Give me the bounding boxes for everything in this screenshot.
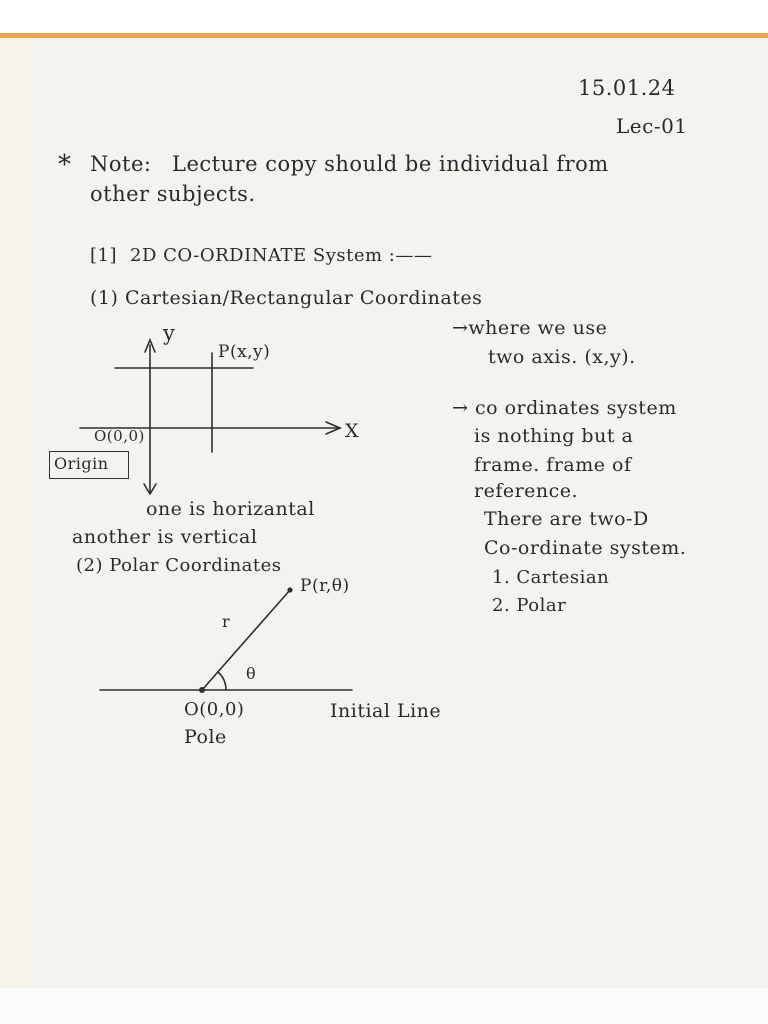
note-system-line-3: frame. frame of: [474, 454, 632, 476]
x-axis-label: X: [345, 420, 360, 442]
note-label: Note:: [90, 152, 152, 176]
note-types-line-2: Co-ordinate system.: [484, 537, 687, 559]
origin-label: Origin: [54, 454, 109, 473]
radius-label: r: [222, 612, 231, 631]
cartesian-heading: (1) Cartesian/Rectangular Coordinates: [90, 287, 483, 309]
section-marker: [1]: [90, 245, 117, 266]
theta-arc: [218, 672, 226, 690]
pole-coordinate: O(0,0): [184, 699, 245, 720]
polar-point-label: P(r,θ): [300, 576, 350, 596]
note-system-line-2: is nothing but a: [474, 425, 634, 447]
note-where-line-2: two axis. (x,y).: [488, 346, 636, 368]
theta-label: θ: [246, 664, 257, 683]
origin-coordinate: O(0,0): [94, 427, 145, 445]
cartesian-caption-2: another is vertical: [72, 526, 258, 548]
list-item-polar: 2. Polar: [492, 595, 567, 616]
note-system-line-4: reference.: [474, 480, 579, 502]
note-line-2: other subjects.: [90, 182, 256, 206]
pole-point: [199, 687, 205, 693]
polar-point: [287, 587, 292, 592]
section-title: 2D CO-ORDINATE System :——: [130, 245, 433, 266]
cartesian-point-label: P(x,y): [218, 342, 271, 362]
note-line-1: Lecture copy should be individual from: [172, 152, 609, 176]
cartesian-caption-1: one is horizantal: [146, 498, 315, 520]
pole-label: Pole: [184, 726, 227, 748]
polar-heading: (2) Polar Coordinates: [76, 555, 282, 576]
note-system-line-1: → co ordinates system: [452, 397, 677, 419]
lecture-number: Lec-01: [616, 114, 688, 138]
note-where-line-1: →where we use: [452, 317, 608, 339]
note-types-line-1: There are two-D: [484, 508, 649, 530]
lecture-date: 15.01.24: [578, 76, 676, 100]
initial-line-label: Initial Line: [330, 700, 442, 722]
y-axis-label: y: [163, 321, 176, 345]
list-item-cartesian: 1. Cartesian: [492, 567, 610, 588]
note-star-icon: *: [58, 150, 72, 180]
